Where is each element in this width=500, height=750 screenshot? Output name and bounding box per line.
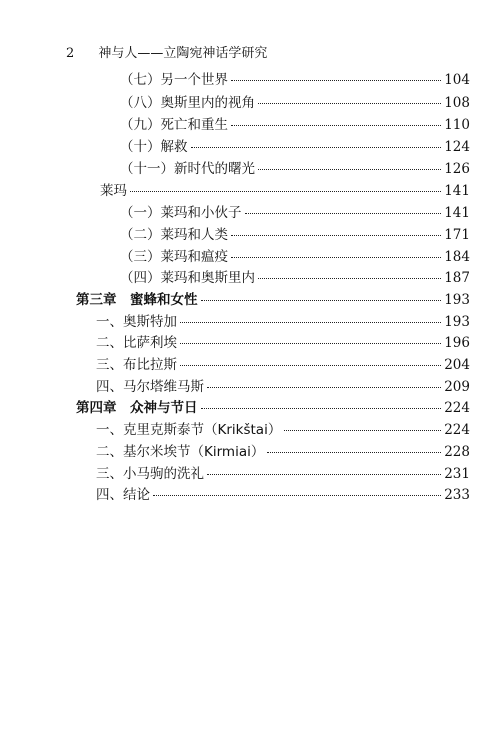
- toc-entry: [96, 353, 470, 373]
- toc-title: （一）莱玛和小伙子: [120, 205, 242, 221]
- toc-page-number: 224: [444, 422, 470, 438]
- toc-title: 一、奥斯特加: [96, 314, 177, 330]
- toc-title: 三、小马驹的洗礼: [96, 466, 204, 482]
- toc-page-number: 193: [444, 314, 470, 330]
- toc-entry: [120, 91, 470, 111]
- chapter-heading: [76, 288, 470, 308]
- toc-page-number: 171: [444, 227, 470, 243]
- toc-title: 二、比萨利埃: [96, 335, 177, 351]
- toc-page-number: 108: [444, 95, 470, 111]
- toc-page-number: 231: [444, 466, 470, 482]
- toc-entry: [120, 68, 470, 88]
- toc-entry: [120, 201, 470, 221]
- dot-leader: [180, 365, 441, 366]
- toc-page-number: 110: [444, 117, 470, 133]
- dot-leader: [258, 103, 441, 104]
- toc-page-number: 187: [444, 270, 470, 286]
- dot-leader: [180, 343, 441, 344]
- toc-title: 一、克里克斯泰节（Krikštai）: [96, 422, 282, 438]
- dot-leader: [267, 452, 441, 453]
- dot-leader: [191, 147, 442, 148]
- toc-title: （二）莱玛和人类: [120, 227, 228, 243]
- toc-page-number: 141: [444, 205, 470, 221]
- toc-entry: [96, 310, 470, 330]
- toc-title: （八）奥斯里内的视角: [120, 95, 255, 111]
- toc-page-number: 224: [444, 400, 470, 416]
- toc-entry: [96, 375, 470, 395]
- toc-entry: [96, 331, 470, 351]
- chapter-heading: [76, 396, 470, 416]
- dot-leader: [207, 387, 441, 388]
- toc-title: （九）死亡和重生: [120, 117, 228, 133]
- toc-page-number: 204: [444, 357, 470, 373]
- toc-page-number: 126: [444, 161, 470, 177]
- book-title: 神与人——立陶宛神话学研究: [98, 46, 268, 61]
- dot-leader: [258, 278, 441, 279]
- toc-title: 三、布比拉斯: [96, 357, 177, 373]
- toc-title: 四、结论: [96, 487, 150, 503]
- toc-entry: [96, 418, 470, 438]
- toc-title: （十）解救: [120, 139, 188, 155]
- toc-title: 第四章 众神与节日: [76, 400, 198, 416]
- toc-entry: [96, 462, 470, 482]
- dot-leader: [231, 80, 441, 81]
- toc-page-number: 104: [444, 72, 470, 88]
- page-number: 2: [66, 46, 75, 61]
- toc-page-number: 233: [444, 487, 470, 503]
- toc-entry: [120, 245, 470, 265]
- dot-leader: [130, 191, 441, 192]
- toc-page-number: 228: [444, 444, 470, 460]
- toc-title: （七）另一个世界: [120, 72, 228, 88]
- toc-title: （十一）新时代的曙光: [120, 161, 255, 177]
- toc-title: 四、马尔塔维马斯: [96, 379, 204, 395]
- dot-leader: [258, 169, 441, 170]
- toc-page-number: 124: [444, 139, 470, 155]
- toc-title: 第三章 蜜蜂和女性: [76, 292, 198, 308]
- dot-leader: [180, 322, 441, 323]
- toc-entry: [120, 113, 470, 133]
- toc-title: （三）莱玛和瘟疫: [120, 249, 228, 265]
- toc-page-number: 141: [444, 183, 470, 199]
- dot-leader: [284, 430, 441, 431]
- dot-leader: [201, 408, 442, 409]
- toc-entry: [100, 179, 470, 199]
- toc-page-number: 184: [444, 249, 470, 265]
- toc-page-number: 196: [444, 335, 470, 351]
- toc-page-number: 193: [444, 292, 470, 308]
- toc-title: （四）莱玛和奥斯里内: [120, 270, 255, 286]
- toc-entry: [96, 440, 470, 460]
- toc-title: 莱玛: [100, 183, 127, 199]
- dot-leader: [201, 300, 442, 301]
- toc-entry: [96, 483, 470, 503]
- toc-entry: [120, 157, 470, 177]
- toc-entry: [120, 223, 470, 243]
- dot-leader: [231, 235, 441, 236]
- dot-leader: [245, 213, 442, 214]
- dot-leader: [231, 257, 441, 258]
- toc-entry: [120, 266, 470, 286]
- dot-leader: [231, 125, 441, 126]
- toc-entry: [120, 135, 470, 155]
- toc-title: 二、基尔米埃节（Kirmiai）: [96, 444, 265, 460]
- toc-page-number: 209: [444, 379, 470, 395]
- dot-leader: [207, 474, 441, 475]
- dot-leader: [153, 495, 441, 496]
